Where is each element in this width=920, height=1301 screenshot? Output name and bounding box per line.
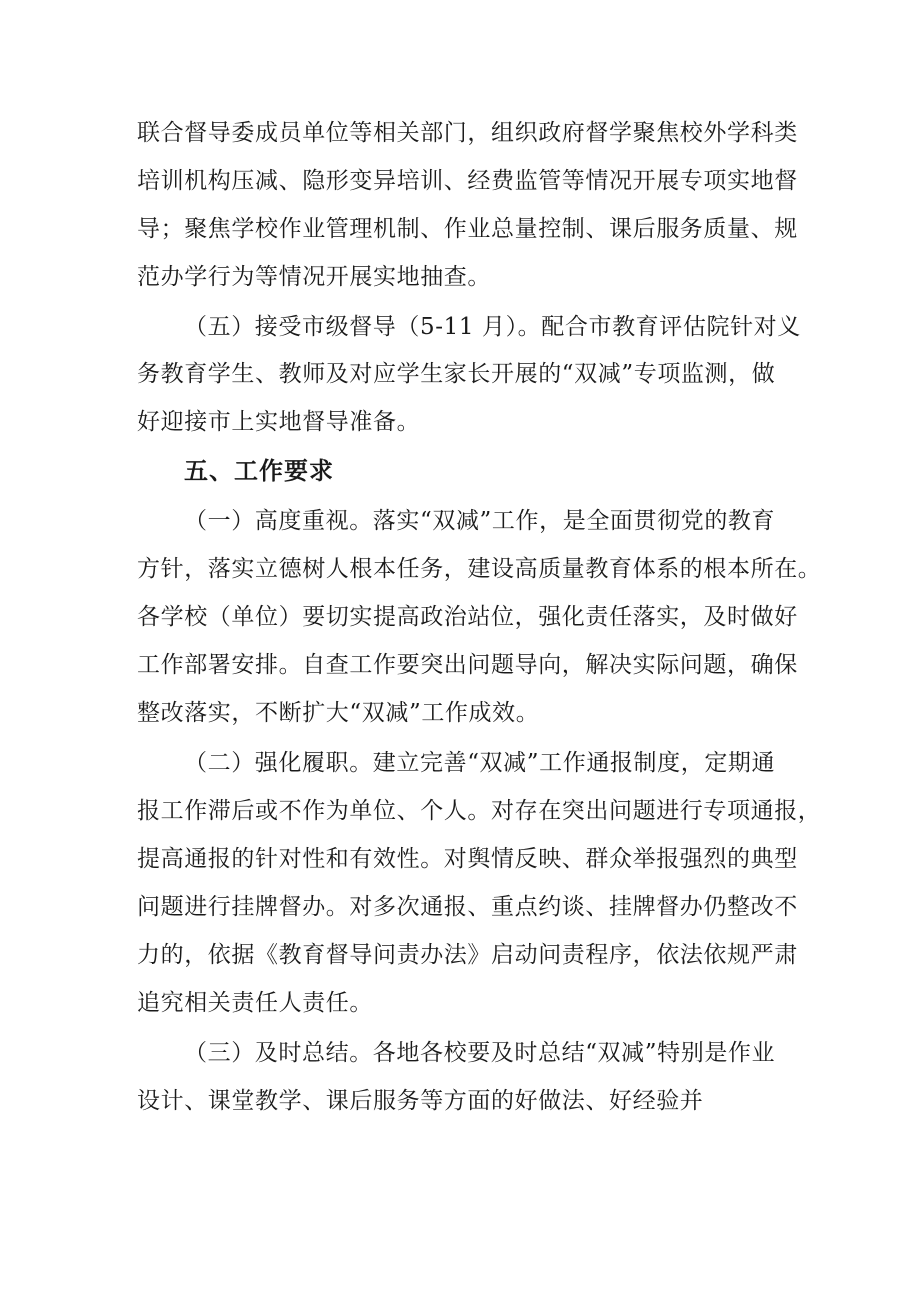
- text-line: （二）强化履职。建立完善“双减”工作通报制度，定期通: [184, 750, 776, 776]
- text-line: 整改落实，不断扩大“双减”工作成效。: [137, 700, 540, 726]
- text-line: 工作部署安排。自查工作要突出问题导向，解决实际问题，确保: [137, 652, 798, 678]
- text-line: （三）及时总结。各地各校要及时总结“双减”特别是作业: [184, 1040, 776, 1066]
- text-line: 好迎接市上实地督导准备。: [137, 409, 421, 435]
- text-line: 追究相关责任人责任。: [137, 990, 373, 1016]
- text-line: 联合督导委成员单位等相关部门，组织政府督学聚焦校外学科类: [137, 120, 798, 146]
- text-line: 务教育学生、教师及对应学生家长开展的“双减”专项监测，做: [137, 361, 776, 387]
- text-line: 力的，依据《教育督导问责办法》启动问责程序，依法依规严肃: [137, 942, 798, 968]
- text-line: 设计、课堂教学、课后服务等方面的好做法、好经验并: [137, 1088, 704, 1114]
- text-line: 导；聚焦学校作业管理机制、作业总量控制、课后服务质量、规: [137, 216, 798, 242]
- text-line: （五）接受市级督导（5-11 月）。配合市教育评估院针对义: [184, 314, 801, 340]
- section-heading: 五、工作要求: [184, 457, 334, 485]
- text-line: 报工作滞后或不作为单位、个人。对存在突出问题进行专项通报，: [137, 798, 822, 824]
- text-line: 问题进行挂牌督办。对多次通报、重点约谈、挂牌督办仍整改不: [137, 894, 798, 920]
- text-line: 各学校（单位）要切实提高政治站位，强化责任落实，及时做好: [137, 604, 798, 630]
- text-line: 方针，落实立德树人根本任务，建设高质量教育体系的根本所在。: [137, 556, 822, 582]
- text-line: 培训机构压减、隐形变异培训、经费监管等情况开展专项实地督: [137, 168, 798, 194]
- text-line: 提高通报的针对性和有效性。对舆情反映、群众举报强烈的典型: [137, 846, 798, 872]
- text-line: （一）高度重视。落实“双减”工作，是全面贯彻党的教育: [184, 508, 776, 534]
- text-line: 范办学行为等情况开展实地抽查。: [137, 264, 491, 290]
